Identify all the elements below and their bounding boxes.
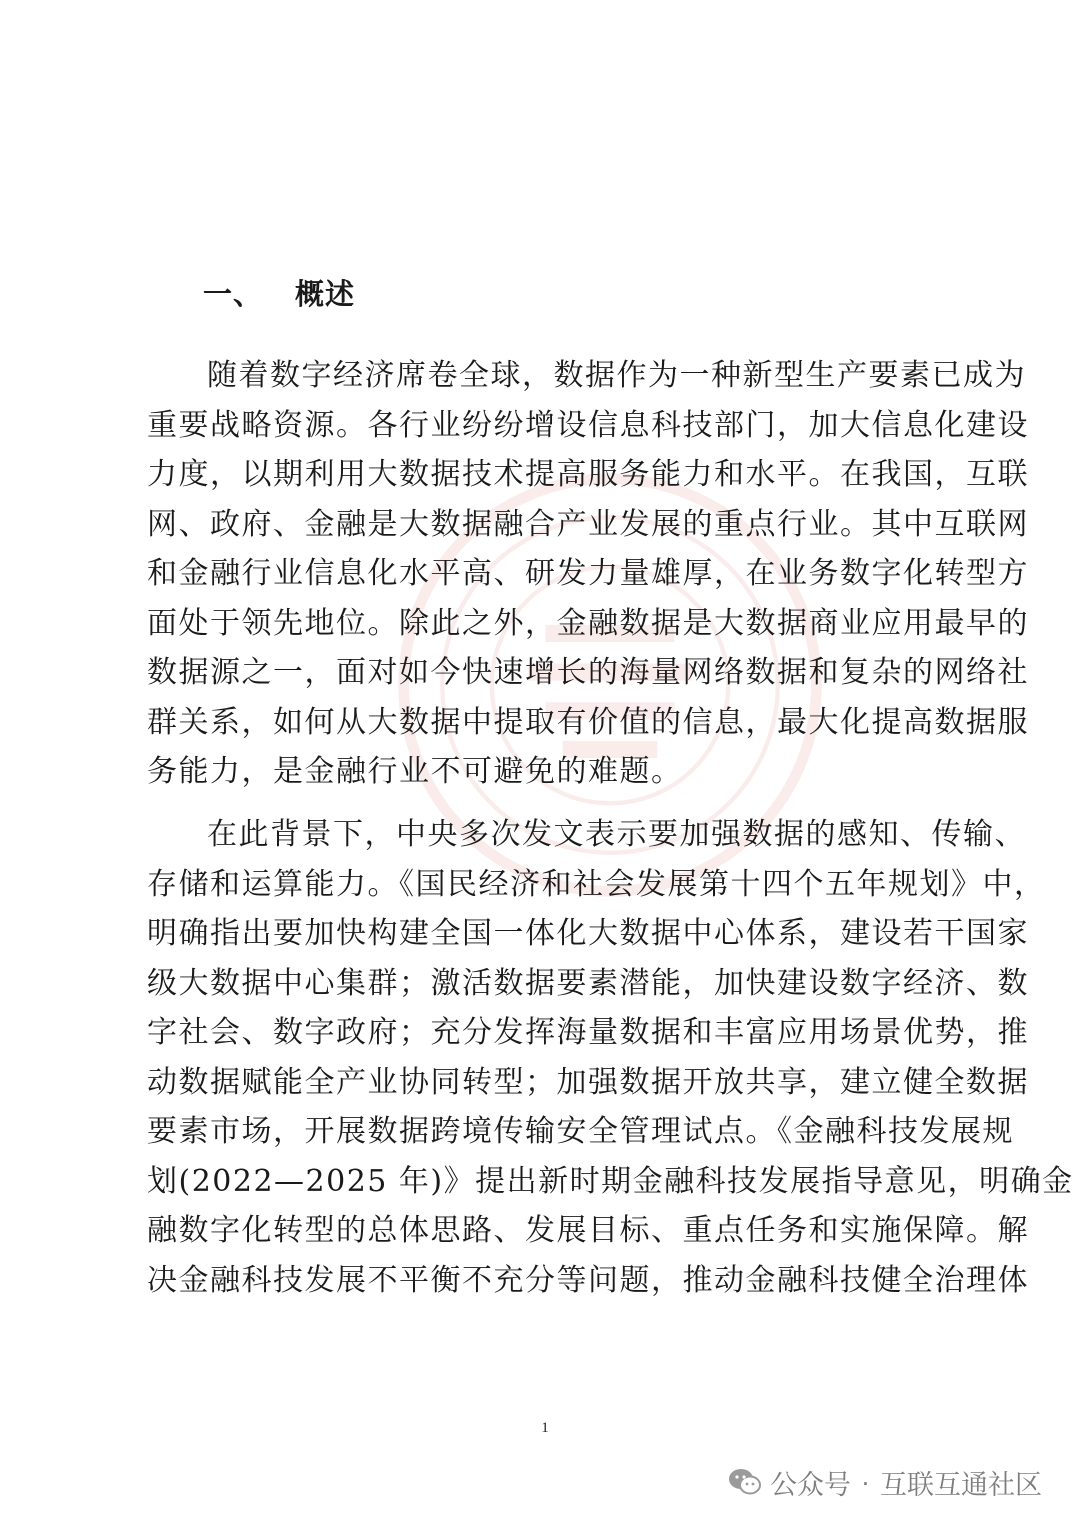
- wechat-footer[interactable]: [728, 1462, 1042, 1502]
- paragraph-2: [147, 810, 1074, 1305]
- footer-account-name: 互联互通社区: [880, 1469, 1042, 1500]
- paragraph-line: 力度，以期利用大数据技术提高服务能力和水平。在我国，互联: [147, 457, 1029, 492]
- footer-label: 公众号: [770, 1469, 851, 1500]
- section-title: 概述: [295, 277, 356, 311]
- paragraph-line: 动数据赋能全产业协同转型；加强数据开放共享，建立健全数据: [147, 1064, 1029, 1100]
- paragraph-line: 务能力，是金融行业不可避免的难题。: [147, 754, 683, 789]
- paragraph-line: 和金融行业信息化水平高、研发力量雄厚，在业务数字化转型方: [147, 556, 1029, 591]
- paragraph-line: 存储和运算能力。《国民经济和社会发展第十四个五年规划》中，: [147, 866, 1046, 902]
- paragraph-line: 数据源之一，面对如今快速增长的海量网络数据和复杂的网络社: [147, 655, 1029, 690]
- section-heading: [203, 272, 355, 313]
- paragraph-line: 明确指出要加快构建全国一体化大数据中心体系，建设若干国家: [147, 916, 1029, 951]
- paragraph-line: 级大数据中心集群；激活数据要素潜能，加快建设数字经济、数: [147, 965, 1029, 1001]
- paragraph-line: 群关系，如何从大数据中提取有价值的信息，最大化提高数据服: [147, 704, 1029, 740]
- paragraph-1: [147, 351, 1029, 797]
- paragraph-line: 网、政府、金融是大数据融合产业发展的重点行业。其中互联网: [147, 506, 1029, 542]
- footer-separator: ·: [861, 1466, 870, 1497]
- wechat-icon: [728, 1467, 762, 1497]
- paragraph-line: 随着数字经济席卷全球，数据作为一种新型生产要素已成为: [207, 358, 1026, 393]
- paragraph-line: 重要战略资源。各行业纷纷增设信息科技部门，加大信息化建设: [147, 407, 1029, 443]
- paragraph-line: 字社会、数字政府；充分发挥海量数据和丰富应用场景优势，推: [147, 1015, 1029, 1050]
- paragraph-line: 要素市场，开展数据跨境传输安全管理试点。《金融科技发展规: [147, 1114, 1014, 1149]
- section-number: 一、: [203, 277, 264, 311]
- paragraph-line: 划(2022—2025 年)》提出新时期金融科技发展指导意见，明确金: [147, 1163, 1074, 1199]
- paragraph-line: 在此背景下，中央多次发文表示要加强数据的感知、传输、: [207, 817, 1026, 852]
- page-number: 1: [541, 1420, 549, 1436]
- paragraph-line: 面处于领先地位。除此之外，金融数据是大数据商业应用最早的: [147, 605, 1029, 641]
- paragraph-line: 融数字化转型的总体思路、发展目标、重点任务和实施保障。解: [147, 1213, 1029, 1248]
- paragraph-line: 决金融科技发展不平衡不充分等问题，推动金融科技健全治理体: [147, 1262, 1029, 1298]
